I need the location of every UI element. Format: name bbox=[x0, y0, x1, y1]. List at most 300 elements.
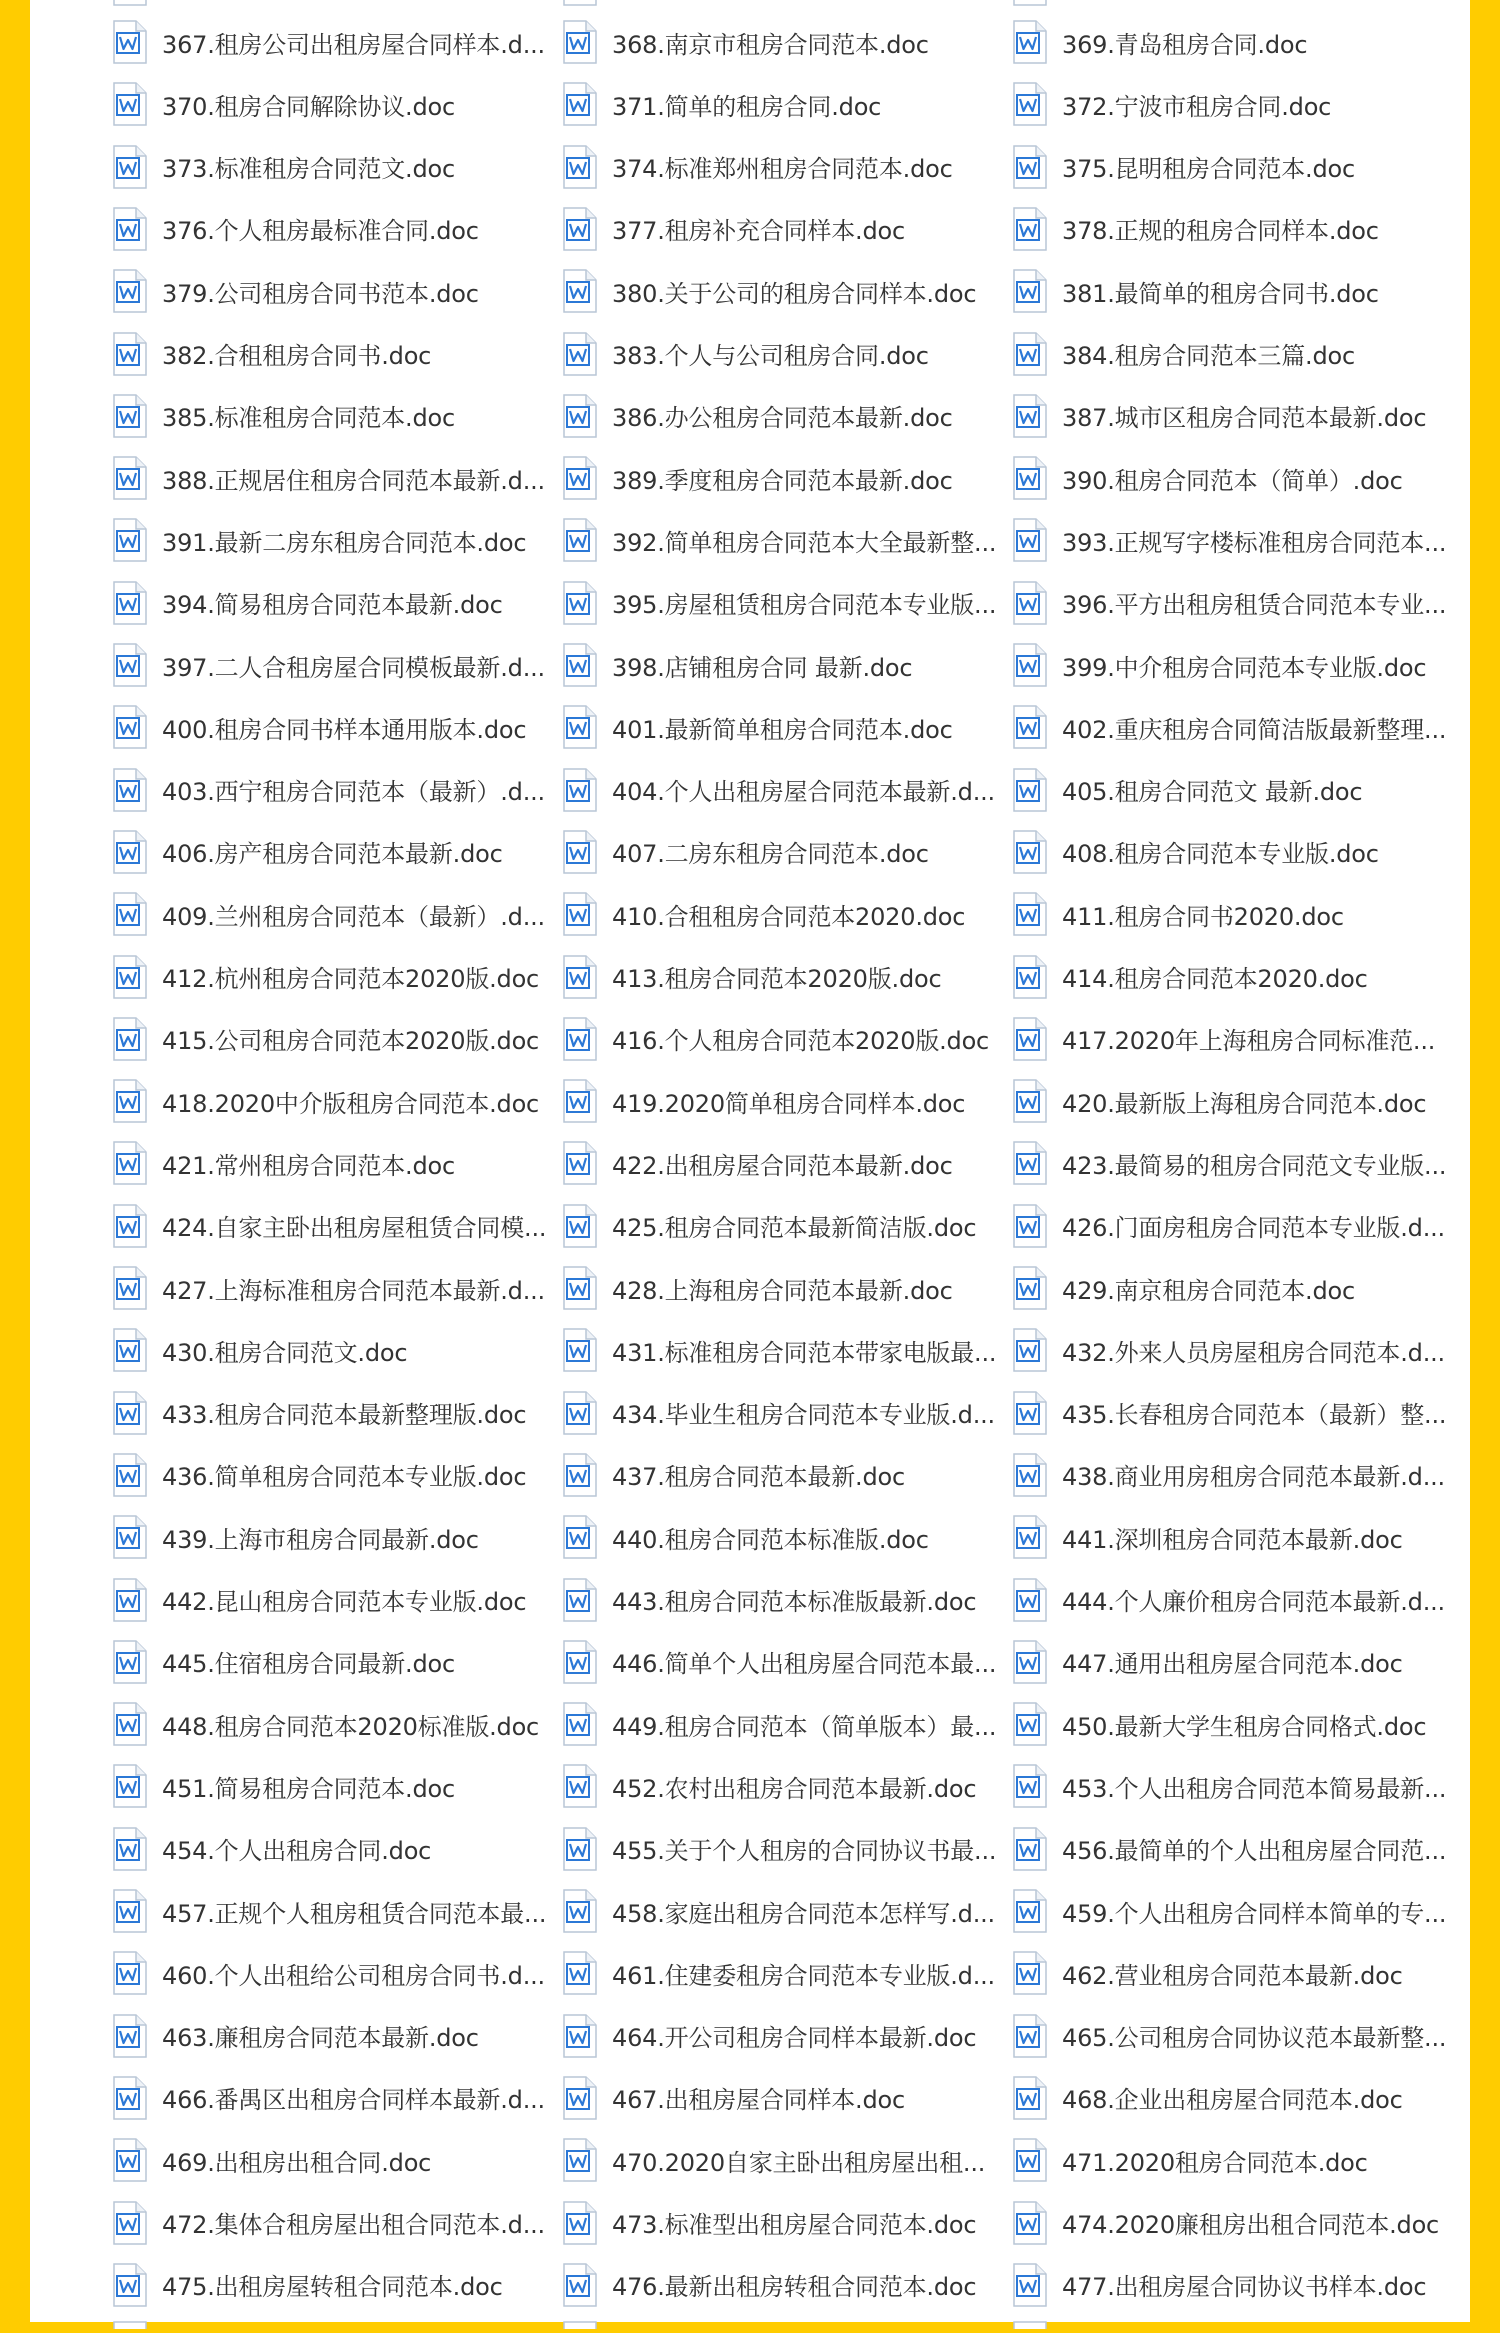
file-name: 446.简单个人出租房屋合同范本最... bbox=[612, 1650, 997, 1679]
file-item[interactable] bbox=[1010, 1818, 1450, 1880]
file-item[interactable] bbox=[560, 821, 1000, 883]
file-item[interactable] bbox=[560, 1693, 1000, 1755]
word-doc-icon bbox=[1010, 1701, 1050, 1747]
file-name: 432.外来人员房屋租房合同范本.d... bbox=[1062, 1338, 1445, 1367]
file-name: 462.营业租房合同范本最新.doc bbox=[1062, 1961, 1403, 1990]
word-doc-icon bbox=[1010, 1327, 1050, 1373]
file-name: 390.租房合同范本（简单）.doc bbox=[1062, 466, 1403, 495]
file-name: 458.家庭出租房合同范本怎样写.d... bbox=[612, 1899, 995, 1928]
file-item[interactable] bbox=[110, 1008, 550, 1070]
file-name: 372.宁波市租房合同.doc bbox=[1062, 92, 1332, 121]
word-doc-icon bbox=[1010, 144, 1050, 190]
file-name: 433.租房合同范本最新整理版.doc bbox=[162, 1401, 527, 1430]
word-doc-icon bbox=[1010, 2075, 1050, 2121]
file-name: 459.个人出租房合同样本简单的专... bbox=[1062, 1899, 1447, 1928]
file-name: 444.个人廉价租房合同范本最新.d... bbox=[1062, 1588, 1445, 1616]
word-doc-icon bbox=[560, 1826, 600, 1872]
file-item[interactable] bbox=[110, 1195, 550, 1257]
file-name: 425.租房合同范本最新简洁版.doc bbox=[612, 1214, 977, 1243]
file-item[interactable] bbox=[110, 260, 550, 322]
file-item[interactable] bbox=[1010, 572, 1450, 634]
content-panel bbox=[30, 0, 1470, 2322]
file-name: 384.租房合同范本三篇.doc bbox=[1062, 342, 1355, 370]
file-item[interactable] bbox=[110, 1818, 550, 1880]
file-item[interactable] bbox=[110, 821, 550, 883]
file-item[interactable] bbox=[110, 11, 550, 73]
file-name: 370.租房合同解除协议.doc bbox=[162, 92, 455, 121]
word-doc-icon bbox=[1010, 331, 1050, 377]
file-item[interactable] bbox=[560, 260, 1000, 322]
file-name: 438.商业用房租房合同范本最新.d... bbox=[1062, 1463, 1445, 1492]
file-item[interactable] bbox=[1010, 447, 1450, 509]
word-doc-icon bbox=[110, 1701, 150, 1747]
file-item[interactable] bbox=[1010, 1631, 1450, 1693]
word-doc-icon bbox=[1010, 1390, 1050, 1436]
file-item[interactable] bbox=[560, 1631, 1000, 1693]
word-doc-icon bbox=[1010, 1078, 1050, 1124]
word-doc-icon bbox=[110, 642, 150, 688]
file-name: 441.深圳租房合同范本最新.doc bbox=[1062, 1525, 1403, 1554]
file-item[interactable] bbox=[1010, 1195, 1450, 1257]
file-item[interactable] bbox=[1010, 946, 1450, 1008]
file-item[interactable] bbox=[110, 1942, 550, 2004]
file-item[interactable] bbox=[560, 2005, 1000, 2067]
file-name: 453.个人出租房合同范本简易最新... bbox=[1062, 1774, 1447, 1803]
file-name: 383.个人与公司租房合同.doc bbox=[612, 342, 929, 370]
file-name: 400.租房合同书样本通用版本.doc bbox=[162, 715, 527, 744]
file-name: 467.出租房屋合同样本.doc bbox=[612, 2086, 905, 2115]
file-name: 413.租房合同范本2020版.doc bbox=[612, 965, 942, 993]
file-item[interactable] bbox=[560, 1755, 1000, 1817]
file-item[interactable] bbox=[560, 1132, 1000, 1194]
file-name: 475.出租房屋转租合同范本.doc bbox=[162, 2273, 503, 2302]
word-doc-icon bbox=[1010, 2137, 1050, 2183]
file-name: 381.最简单的租房合同书.doc bbox=[1062, 279, 1379, 308]
file-item[interactable] bbox=[560, 1880, 1000, 1942]
file-item[interactable] bbox=[560, 2192, 1000, 2254]
file-item[interactable] bbox=[560, 1070, 1000, 1132]
file-item[interactable] bbox=[110, 2005, 550, 2067]
file-item[interactable] bbox=[110, 1880, 550, 1942]
file-name: 456.最简单的个人出租房屋合同范... bbox=[1062, 1837, 1447, 1866]
file-name: 465.公司租房合同协议范本最新整... bbox=[1062, 2024, 1447, 2053]
word-doc-icon bbox=[560, 767, 600, 813]
file-item[interactable] bbox=[110, 2067, 550, 2129]
file-item[interactable] bbox=[1010, 2067, 1450, 2129]
word-doc-icon bbox=[110, 1140, 150, 1186]
file-item[interactable] bbox=[1010, 1942, 1450, 2004]
file-name: 387.城市区租房合同范本最新.doc bbox=[1062, 404, 1427, 433]
file-name: 455.关于个人租房的合同协议书最... bbox=[612, 1837, 997, 1866]
word-doc-icon bbox=[110, 954, 150, 1000]
file-item[interactable] bbox=[1010, 1257, 1450, 1319]
word-doc-icon bbox=[1010, 1577, 1050, 1623]
word-doc-icon bbox=[560, 206, 600, 252]
file-name: 435.长春租房合同范本（最新）整... bbox=[1062, 1401, 1447, 1430]
word-doc-icon bbox=[560, 2013, 600, 2059]
word-doc-icon bbox=[560, 1327, 600, 1373]
file-name: 464.开公司租房合同样本最新.doc bbox=[612, 2024, 977, 2053]
file-name: 398.店铺租房合同 最新.doc bbox=[612, 653, 913, 682]
file-item[interactable] bbox=[1010, 883, 1450, 945]
word-doc-icon bbox=[1010, 81, 1050, 127]
file-item[interactable] bbox=[1010, 1444, 1450, 1506]
file-item[interactable] bbox=[1010, 2254, 1450, 2316]
file-item[interactable] bbox=[1010, 11, 1450, 73]
file-name: 389.季度租房合同范本最新.doc bbox=[612, 466, 953, 495]
file-item[interactable] bbox=[110, 1382, 550, 1444]
file-grid bbox=[80, 0, 1480, 2322]
file-name: 427.上海标准租房合同范本最新.d... bbox=[162, 1276, 545, 1305]
word-doc-icon bbox=[1010, 393, 1050, 439]
file-name: 375.昆明租房合同范本.doc bbox=[1062, 155, 1355, 184]
word-doc-icon bbox=[110, 2314, 150, 2322]
file-item[interactable] bbox=[110, 509, 550, 571]
file-name: 414.租房合同范本2020.doc bbox=[1062, 965, 1368, 993]
word-doc-icon bbox=[1010, 580, 1050, 626]
file-name: 457.正规个人租房租赁合同范本最... bbox=[162, 1899, 547, 1928]
word-doc-icon bbox=[1010, 1452, 1050, 1498]
file-name: 440.租房合同范本标准版.doc bbox=[612, 1525, 929, 1554]
file-name: 466.番禺区出租房合同样本最新.d... bbox=[162, 2086, 545, 2115]
file-item[interactable] bbox=[1010, 2192, 1450, 2254]
word-doc-icon bbox=[110, 0, 150, 2]
file-name: 385.标准租房合同范本.doc bbox=[162, 404, 455, 433]
word-doc-icon bbox=[110, 2200, 150, 2246]
file-item[interactable] bbox=[110, 198, 550, 260]
file-name: 476.最新出租房转租合同范本.doc bbox=[612, 2273, 977, 2302]
word-doc-icon bbox=[560, 331, 600, 377]
file-name: 379.公司租房合同书范本.doc bbox=[162, 279, 479, 308]
file-item[interactable] bbox=[110, 2254, 550, 2316]
file-item[interactable] bbox=[110, 1569, 550, 1631]
word-doc-icon bbox=[110, 829, 150, 875]
file-item[interactable] bbox=[110, 1132, 550, 1194]
file-name: 371.简单的租房合同.doc bbox=[612, 92, 882, 121]
word-doc-icon bbox=[560, 2314, 600, 2322]
file-item[interactable] bbox=[1010, 198, 1450, 260]
word-doc-icon bbox=[110, 2137, 150, 2183]
file-name: 393.正规写字楼标准租房合同范本... bbox=[1062, 528, 1447, 557]
word-doc-icon bbox=[560, 1265, 600, 1311]
file-item[interactable] bbox=[560, 1818, 1000, 1880]
file-name: 451.简易租房合同范本.doc bbox=[162, 1774, 455, 1803]
word-doc-icon bbox=[110, 1452, 150, 1498]
file-name: 394.简易租房合同范本最新.doc bbox=[162, 591, 503, 620]
file-item[interactable] bbox=[560, 11, 1000, 73]
file-item[interactable] bbox=[560, 1195, 1000, 1257]
file-item[interactable] bbox=[1010, 323, 1450, 385]
word-doc-icon bbox=[560, 81, 600, 127]
word-doc-icon bbox=[1010, 1140, 1050, 1186]
file-item[interactable] bbox=[1010, 2005, 1450, 2067]
file-item[interactable] bbox=[110, 323, 550, 385]
file-item[interactable] bbox=[110, 385, 550, 447]
file-name: 447.通用出租房屋合同范本.doc bbox=[1062, 1650, 1403, 1679]
file-item[interactable] bbox=[560, 1008, 1000, 1070]
file-item[interactable] bbox=[110, 883, 550, 945]
file-item[interactable] bbox=[560, 447, 1000, 509]
file-item[interactable] bbox=[560, 2254, 1000, 2316]
file-name: 376.个人租房最标准合同.doc bbox=[162, 217, 479, 246]
word-doc-icon bbox=[110, 1577, 150, 1623]
file-item[interactable] bbox=[1010, 1070, 1450, 1132]
word-doc-icon bbox=[1010, 2314, 1050, 2322]
file-item[interactable] bbox=[1010, 634, 1450, 696]
file-name: 426.门面房租房合同范本专业版.d... bbox=[1062, 1214, 1445, 1243]
file-item[interactable] bbox=[560, 883, 1000, 945]
file-item[interactable] bbox=[110, 696, 550, 758]
file-item[interactable] bbox=[110, 447, 550, 509]
file-name: 430.租房合同范文.doc bbox=[162, 1338, 408, 1367]
file-name: 442.昆山租房合同范本专业版.doc bbox=[162, 1588, 527, 1616]
word-doc-icon bbox=[110, 81, 150, 127]
file-name: 463.廉租房合同范本最新.doc bbox=[162, 2024, 479, 2053]
file-name: 468.企业出租房屋合同范本.doc bbox=[1062, 2086, 1403, 2115]
file-item[interactable] bbox=[110, 2192, 550, 2254]
file-item[interactable] bbox=[110, 1755, 550, 1817]
file-item[interactable] bbox=[110, 634, 550, 696]
word-doc-icon bbox=[1010, 517, 1050, 563]
file-item[interactable] bbox=[1010, 821, 1450, 883]
word-doc-icon bbox=[110, 1203, 150, 1249]
word-doc-icon bbox=[1010, 1265, 1050, 1311]
file-item[interactable] bbox=[560, 634, 1000, 696]
file-name: 374.标准郑州租房合同范本.doc bbox=[612, 155, 953, 184]
word-doc-icon bbox=[110, 1327, 150, 1373]
file-name: 443.租房合同范本标准版最新.doc bbox=[612, 1588, 977, 1616]
file-name: 422.出租房屋合同范本最新.doc bbox=[612, 1151, 953, 1180]
file-item[interactable] bbox=[1010, 509, 1450, 571]
word-doc-icon bbox=[1010, 0, 1050, 2]
word-doc-icon bbox=[110, 2013, 150, 2059]
file-name: 415.公司租房合同范本2020版.doc bbox=[162, 1027, 540, 1056]
file-item[interactable] bbox=[560, 1506, 1000, 1568]
word-doc-icon bbox=[110, 2262, 150, 2308]
word-doc-icon bbox=[110, 144, 150, 190]
file-name: 469.出租房出租合同.doc bbox=[162, 2148, 432, 2177]
file-name: 434.毕业生租房合同范本专业版.d... bbox=[612, 1401, 995, 1430]
word-doc-icon bbox=[560, 2262, 600, 2308]
word-doc-icon bbox=[110, 1078, 150, 1124]
file-name: 411.租房合同书2020.doc bbox=[1062, 902, 1344, 931]
file-item[interactable] bbox=[110, 946, 550, 1008]
file-item[interactable] bbox=[110, 2129, 550, 2191]
word-doc-icon bbox=[110, 580, 150, 626]
file-name: 473.标准型出租房屋合同范本.doc bbox=[612, 2211, 977, 2239]
file-name: 429.南京租房合同范本.doc bbox=[1062, 1276, 1355, 1305]
file-item[interactable] bbox=[560, 136, 1000, 198]
word-doc-icon bbox=[1010, 206, 1050, 252]
file-item[interactable] bbox=[1010, 696, 1450, 758]
file-item[interactable] bbox=[110, 1631, 550, 1693]
file-item[interactable] bbox=[1010, 1693, 1450, 1755]
word-doc-icon bbox=[1010, 642, 1050, 688]
word-doc-icon bbox=[560, 954, 600, 1000]
word-doc-icon bbox=[1010, 1203, 1050, 1249]
word-doc-icon bbox=[560, 2137, 600, 2183]
word-doc-icon bbox=[1010, 19, 1050, 65]
file-item[interactable] bbox=[560, 1942, 1000, 2004]
file-name: 445.住宿租房合同最新.doc bbox=[162, 1650, 455, 1679]
word-doc-icon bbox=[560, 2075, 600, 2121]
file-name: 471.2020租房合同范本.doc bbox=[1062, 2148, 1368, 2177]
file-item[interactable] bbox=[560, 1319, 1000, 1381]
file-item[interactable] bbox=[110, 1319, 550, 1381]
word-doc-icon bbox=[560, 1452, 600, 1498]
file-item[interactable] bbox=[1010, 136, 1450, 198]
file-name: 428.上海租房合同范本最新.doc bbox=[612, 1276, 953, 1305]
file-item[interactable] bbox=[560, 2067, 1000, 2129]
word-doc-icon bbox=[560, 1514, 600, 1560]
file-item[interactable] bbox=[560, 696, 1000, 758]
file-item[interactable] bbox=[560, 1257, 1000, 1319]
word-doc-icon bbox=[1010, 1639, 1050, 1685]
word-doc-icon bbox=[110, 767, 150, 813]
file-item[interactable] bbox=[560, 1444, 1000, 1506]
word-doc-icon bbox=[560, 1950, 600, 1996]
file-name: 420.最新版上海租房合同范本.doc bbox=[1062, 1089, 1427, 1118]
file-item[interactable] bbox=[110, 136, 550, 198]
file-name: 416.个人租房合同范本2020版.doc bbox=[612, 1027, 990, 1056]
file-item[interactable] bbox=[1010, 1008, 1450, 1070]
file-name: 421.常州租房合同范本.doc bbox=[162, 1151, 455, 1180]
word-doc-icon bbox=[110, 1950, 150, 1996]
word-doc-icon bbox=[1010, 1888, 1050, 1934]
word-doc-icon bbox=[110, 1514, 150, 1560]
file-name: 382.合租租房合同书.doc bbox=[162, 342, 432, 370]
file-item[interactable] bbox=[1010, 73, 1450, 135]
file-item[interactable] bbox=[560, 946, 1000, 1008]
file-item[interactable] bbox=[1010, 2129, 1450, 2191]
file-name: 369.青岛租房合同.doc bbox=[1062, 30, 1308, 59]
word-doc-icon bbox=[560, 704, 600, 750]
word-doc-icon bbox=[1010, 1826, 1050, 1872]
word-doc-icon bbox=[1010, 704, 1050, 750]
file-name: 403.西宁租房合同范本（最新）.d... bbox=[162, 778, 545, 807]
word-doc-icon bbox=[110, 1265, 150, 1311]
word-doc-icon bbox=[560, 891, 600, 937]
word-doc-icon bbox=[560, 2200, 600, 2246]
file-item[interactable] bbox=[1010, 1569, 1450, 1631]
file-item[interactable] bbox=[110, 1693, 550, 1755]
word-doc-icon bbox=[1010, 1950, 1050, 1996]
file-name: 404.个人出租房屋合同范本最新.d... bbox=[612, 778, 995, 807]
word-doc-icon bbox=[110, 455, 150, 501]
file-name: 396.平方出租房租赁合同范本专业... bbox=[1062, 591, 1447, 620]
file-name: 395.房屋租赁租房合同范本专业版... bbox=[612, 591, 997, 620]
file-name: 439.上海市租房合同最新.doc bbox=[162, 1525, 479, 1554]
file-name: 373.标准租房合同范文.doc bbox=[162, 155, 455, 184]
file-name: 399.中介租房合同范本专业版.doc bbox=[1062, 653, 1427, 682]
file-item[interactable] bbox=[1010, 1132, 1450, 1194]
file-item[interactable] bbox=[110, 1444, 550, 1506]
word-doc-icon bbox=[560, 1888, 600, 1934]
file-name: 419.2020简单租房合同样本.doc bbox=[612, 1089, 966, 1118]
word-doc-icon bbox=[560, 1763, 600, 1809]
word-doc-icon bbox=[110, 891, 150, 937]
file-name: 391.最新二房东租房合同范本.doc bbox=[162, 528, 527, 557]
file-item[interactable] bbox=[1010, 759, 1450, 821]
file-name: 368.南京市租房合同范本.doc bbox=[612, 30, 929, 59]
file-item[interactable] bbox=[1010, 1880, 1450, 1942]
file-name: 402.重庆租房合同简洁版最新整理... bbox=[1062, 715, 1447, 744]
file-name: 470.2020自家主卧出租房屋出租... bbox=[612, 2148, 986, 2177]
file-item[interactable] bbox=[560, 385, 1000, 447]
file-item[interactable] bbox=[1010, 1382, 1450, 1444]
file-item[interactable] bbox=[560, 509, 1000, 571]
word-doc-icon bbox=[560, 580, 600, 626]
word-doc-icon bbox=[560, 1078, 600, 1124]
file-name: 367.租房公司出租房屋合同样本.d... bbox=[162, 30, 545, 59]
file-item[interactable] bbox=[110, 73, 550, 135]
file-item[interactable] bbox=[110, 759, 550, 821]
file-name: 449.租房合同范本（简单版本）最... bbox=[612, 1712, 997, 1741]
word-doc-icon bbox=[560, 1390, 600, 1436]
file-name: 412.杭州租房合同范本2020版.doc bbox=[162, 965, 540, 993]
word-doc-icon bbox=[1010, 891, 1050, 937]
file-item[interactable] bbox=[110, 1506, 550, 1568]
word-doc-icon bbox=[560, 1203, 600, 1249]
file-name: 406.房产租房合同范本最新.doc bbox=[162, 840, 503, 869]
file-item[interactable] bbox=[1010, 385, 1450, 447]
file-name: 410.合租租房合同范本2020.doc bbox=[612, 902, 966, 931]
word-doc-icon bbox=[560, 19, 600, 65]
word-doc-icon bbox=[1010, 1763, 1050, 1809]
file-name: 417.2020年上海租房合同标准范... bbox=[1062, 1027, 1436, 1056]
file-item[interactable] bbox=[1010, 1755, 1450, 1817]
file-name: 424.自家主卧出租房屋租赁合同模... bbox=[162, 1214, 547, 1243]
file-name: 450.最新大学生租房合同格式.doc bbox=[1062, 1712, 1427, 1741]
file-name: 408.租房合同范本专业版.doc bbox=[1062, 840, 1379, 869]
word-doc-icon bbox=[110, 1390, 150, 1436]
word-doc-icon bbox=[110, 2075, 150, 2121]
file-item[interactable] bbox=[560, 198, 1000, 260]
file-name: 418.2020中介版租房合同范本.doc bbox=[162, 1089, 540, 1118]
word-doc-icon bbox=[1010, 455, 1050, 501]
file-item[interactable] bbox=[560, 1382, 1000, 1444]
file-name: 448.租房合同范本2020标准版.doc bbox=[162, 1712, 540, 1741]
word-doc-icon bbox=[1010, 767, 1050, 813]
file-name: 477.出租房屋合同协议书样本.doc bbox=[1062, 2273, 1427, 2302]
word-doc-icon bbox=[1010, 2013, 1050, 2059]
file-item[interactable] bbox=[110, 1070, 550, 1132]
file-item[interactable] bbox=[560, 2129, 1000, 2191]
word-doc-icon bbox=[1010, 2262, 1050, 2308]
word-doc-icon bbox=[560, 1701, 600, 1747]
file-item[interactable] bbox=[560, 1569, 1000, 1631]
file-name: 474.2020廉租房出租合同范本.doc bbox=[1062, 2211, 1440, 2239]
file-name: 380.关于公司的租房合同样本.doc bbox=[612, 279, 977, 308]
file-name: 436.简单租房合同范本专业版.doc bbox=[162, 1463, 527, 1492]
file-item[interactable] bbox=[560, 759, 1000, 821]
file-item[interactable] bbox=[1010, 260, 1450, 322]
word-doc-icon bbox=[1010, 2200, 1050, 2246]
file-item[interactable] bbox=[560, 572, 1000, 634]
word-doc-icon bbox=[110, 1016, 150, 1062]
word-doc-icon bbox=[560, 0, 600, 2]
file-name: 423.最简易的租房合同范文专业版... bbox=[1062, 1151, 1447, 1180]
word-doc-icon bbox=[560, 517, 600, 563]
file-name: 388.正规居住租房合同范本最新.d... bbox=[162, 466, 545, 495]
file-item[interactable] bbox=[1010, 1506, 1450, 1568]
file-item[interactable] bbox=[560, 73, 1000, 135]
file-item[interactable] bbox=[560, 323, 1000, 385]
file-item[interactable] bbox=[110, 1257, 550, 1319]
file-item[interactable] bbox=[110, 572, 550, 634]
file-item[interactable] bbox=[1010, 1319, 1450, 1381]
word-doc-icon bbox=[110, 331, 150, 377]
